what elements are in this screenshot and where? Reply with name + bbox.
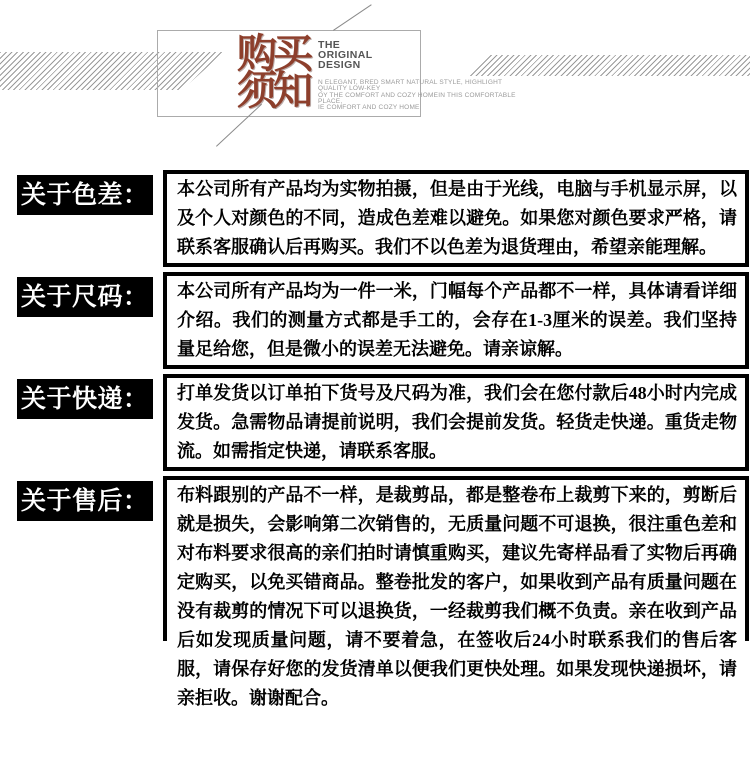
section-sizing	[0, 272, 750, 369]
header-banner	[0, 0, 750, 165]
border-stub-right	[745, 476, 749, 641]
section-body-text: 打单发货以订单拍下货号及尺码为准，我们会在您付款后48小时内完成发货。急需物品请提前说明，我们会提前发货。轻货走快递。重货走物流。如需指定快递，请联系客服。	[163, 374, 749, 471]
tagline-text	[318, 80, 533, 111]
section-label: 关于色差：	[17, 175, 153, 215]
brand-line: ORIGINAL	[318, 49, 373, 61]
section-shipping	[0, 374, 750, 471]
logo-row-bottom: 须知	[237, 69, 309, 113]
section-body-text: 布料跟别的产品不一样，是裁剪品，都是整卷布上裁剪下来的，剪断后就是损失，会影响第二次销售的，无质量问题不可退换，很注重色差和对布料要求很高的亲们拍时请慎重购买，建议先寄样品看了实物后再确定购买，以免买错商品。整卷批发的客户，如果收到产品有质量问题在没有裁剪的情况下可以退换货，一经裁剪我们概不负责。亲在收到产品后如发现质量问题，请不要着急，在签收后24小时联系我们的售后客服，请保存好您的发货清单以便我们更快处理。如果发现快递损坏，请亲拒收。谢谢配合。	[163, 476, 749, 714]
brand-line: DESIGN	[318, 59, 361, 71]
diagonal-line-top-right	[333, 4, 372, 31]
section-color-difference	[0, 170, 750, 267]
section-label: 关于快递：	[17, 379, 153, 419]
logo-text	[237, 32, 309, 113]
border-stub-left	[163, 476, 167, 641]
hatch-decoration-right	[468, 55, 750, 76]
tagline-line: N ELEGANT, BRED SMART NATURAL STYLE, HIGHLIGHT QUALITY LOW-KEY	[318, 79, 503, 93]
section-body-text: 本公司所有产品均为实物拍摄，但是由于光线，电脑与手机显示屏，以及个人对颜色的不同，造成色差难以避免。如果您对颜色要求严格，请联系客服确认后再购买。我们不以色差为退货理由，希望亲能理解。	[163, 170, 749, 267]
brand-line: THE	[318, 39, 341, 51]
section-after-sales	[0, 476, 750, 714]
tagline-line: OY THE COMFORT AND COZY HOMEIN THIS COMFORTABLE PLACE,	[318, 91, 516, 105]
section-label: 关于尺码：	[17, 277, 153, 317]
logo-row-top: 购买	[237, 32, 309, 76]
brand-text	[318, 40, 373, 70]
section-label: 关于售后：	[17, 481, 153, 521]
notice-sections	[0, 170, 750, 714]
tagline-line: IE COMFORT AND COZY HOME	[318, 104, 420, 112]
section-body-text: 本公司所有产品均为一件一米，门幅每个产品都不一样，具体请看详细介绍。我们的测量方式都是手工的，会存在1-3厘米的误差。我们坚持量足给您，但是微小的误差无法避免。请亲谅解。	[163, 272, 749, 369]
